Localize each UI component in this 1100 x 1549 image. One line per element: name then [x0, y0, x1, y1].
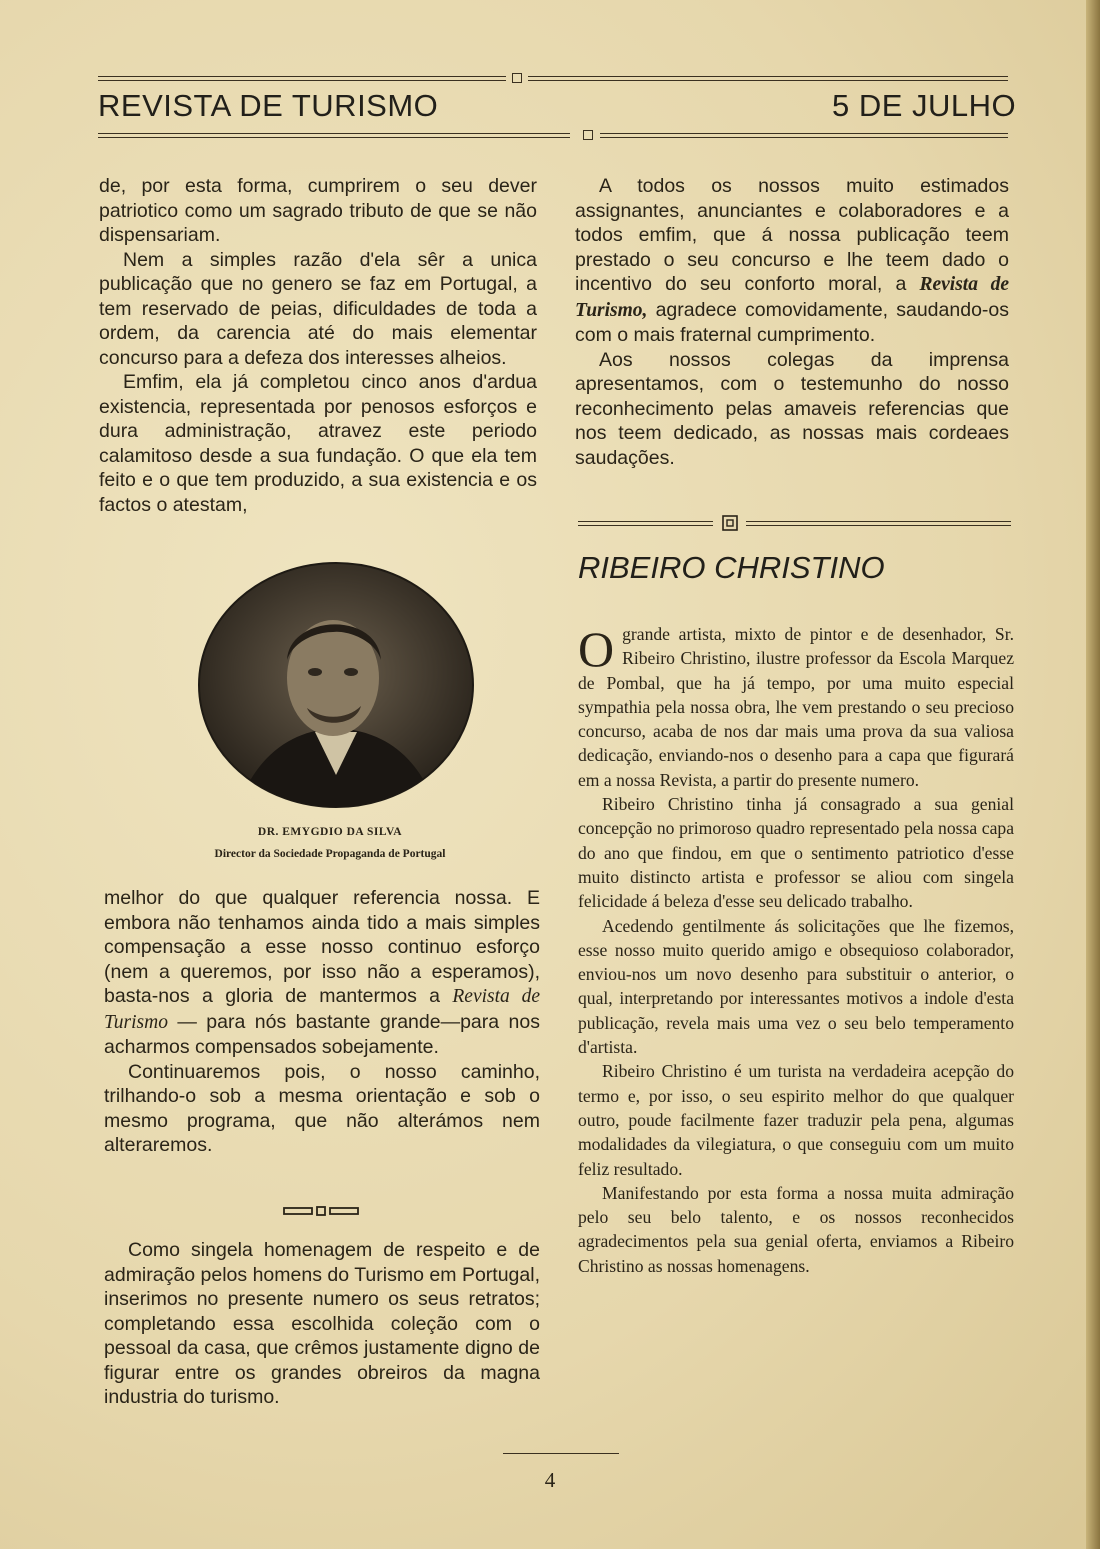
divider-right	[746, 521, 1011, 526]
magazine-name: Revista de Turismo,	[575, 274, 1009, 321]
header-ornament-top	[512, 73, 522, 83]
article-body	[578, 622, 1014, 1278]
paragraph: Aos nossos colegas da imprensa apresentamos, com o testemunho do nosso reconhecimento pelas amaveis referencias que nos teem dedicado, as nossas mais cordeaes saudações.	[575, 348, 1009, 469]
article-title: RIBEIRO CHRISTINO	[578, 550, 885, 585]
paragraph: Acedendo gentilmente ás solicitações que lhe fizemos, esse nosso muito querido amigo e obsequioso colaborador, enviou-nos um novo desenho para substituir o anterior, o qual, interpretando por interessantes motivos a indole d'esta publicação, revela mais uma vez o seu belo temperamento d'artista.	[578, 915, 1014, 1058]
divider-ornament	[722, 515, 738, 536]
page-edge	[1086, 0, 1100, 1549]
header-rule-top-left	[98, 76, 506, 81]
text-run: grande artista, mixto de pintor e de desenhador, Sr. Ribeiro Christino, ilustre professor da Escola Marquez de Pombal, que ha já tempo, por uma muito especial sympathia pela nossa obra, lhe vem prestando o seu precioso concurso, acaba de nos dar mais uma prova da sua valiosa dedicação, enviando-nos o desenho para a capa que figurará em a nossa Revista, a partir do presente numero.	[578, 624, 1014, 790]
text-run: melhor do que qualquer referencia nossa. E embora não tenhamos ainda tido a mais simples compensação a esse nosso continuo esforço (nem a queremos, por isso não a esperamos), basta-nos a gloria de mantermos a	[104, 887, 540, 1007]
divider-left	[578, 521, 713, 526]
text-run: agradece comovidamente, saudando-os com o mais fraternal cumprimento.	[575, 298, 1009, 346]
header-rule-bottom-right	[600, 133, 1008, 138]
paragraph: Nem a simples razão d'ela sêr a unica publicação que no genero se faz em Portugal, a tem reservado de peias, dificuldades de toda a ordem, da carencia até do mais elementar concurso para a defeza dos interesses alheios.	[99, 248, 537, 369]
paragraph	[575, 174, 1009, 348]
paragraph: de, por esta forma, cumprirem o seu dever patriotico como um sagrado tributo de que se não dispensariam.	[99, 175, 537, 246]
left-column-bottom	[104, 886, 540, 1158]
paragraph: Ribeiro Christino tinha já consagrado a sua genial concepção no primoroso quadro representado pela nossa capa do ano que findou, em que o sentimento patriotico d'esse muito distincto artista e professor se aliou com singela felicidade á beleza d'esse seu delicado trabalho.	[578, 794, 1014, 912]
header-date: 5 DE JULHO	[832, 88, 1017, 123]
page-number: 4	[544, 1468, 556, 1492]
paragraph: Emfim, ela já completou cinco anos d'ardua existencia, representada por penosos esforços e dura administração, atravez este periodo calamitoso desde a sua fundação. O que ela tem feito e o que tem produzido, a sua existencia e os factos o atestam,	[99, 371, 537, 516]
portrait-photo	[197, 560, 475, 810]
drop-cap: O	[578, 621, 615, 677]
left-column-homenagem	[104, 1238, 540, 1410]
paragraph	[578, 622, 1014, 792]
left-column-top	[99, 174, 537, 517]
header-title: REVISTA DE TURISMO	[98, 88, 439, 123]
text-run: A todos os nossos muito estimados assignantes, anunciantes e colaboradores e a todos emfim, que á nossa publicação teem prestado o seu concurso e lhe teem dado o incentivo do seu conforto moral, a	[575, 175, 1009, 295]
paragraph: Ribeiro Christino é um turista na verdadeira acepção do termo e, por isso, o seu espirito melhor do que qualquer outro, poude facilmente fazer traduzir pela pena, algumas modalidades da vilegiatura, o que conseguiu com um muito feliz resultado.	[578, 1061, 1014, 1179]
header-rule-top-right	[528, 76, 1008, 81]
header-ornament-bottom	[583, 130, 593, 140]
paragraph: Continuaremos pois, o nosso caminho, trilhando-o sob a mesma orientação e sob o mesmo programa, que não alterámos nem alteraremos.	[104, 1060, 540, 1156]
section-ornament	[283, 1204, 359, 1222]
paragraph: Manifestando por esta forma a nossa muita admiração pelo seu belo talento, e os nossos reconhecidos agradecimentos pela sua genial oferta, enviamos a Ribeiro Christino as nossas homenagens.	[578, 1182, 1014, 1276]
portrait-caption-role: Director da Sociedade Propaganda de Portugal	[214, 848, 446, 860]
paragraph: Como singela homenagem de respeito e de admiração pelos homens do Turismo em Portugal, inserimos no presente numero os seus retratos; completando essa escolhida coleção com o pessoal da casa, que crêmos justamente digno de figurar entre os grandes obreiros da magna industria do turismo.	[104, 1239, 540, 1408]
magazine-name: Revista de Turismo	[104, 986, 540, 1033]
text-run: — para nós bastante grande—para nos acharmos compensados sobejamente.	[104, 1010, 540, 1058]
right-column-top	[575, 174, 1009, 470]
header-rule-bottom-left	[98, 133, 570, 138]
portrait-caption-name: DR. EMYGDIO DA SILVA	[257, 826, 403, 838]
footer-rule	[503, 1453, 619, 1454]
paragraph	[104, 886, 540, 1060]
